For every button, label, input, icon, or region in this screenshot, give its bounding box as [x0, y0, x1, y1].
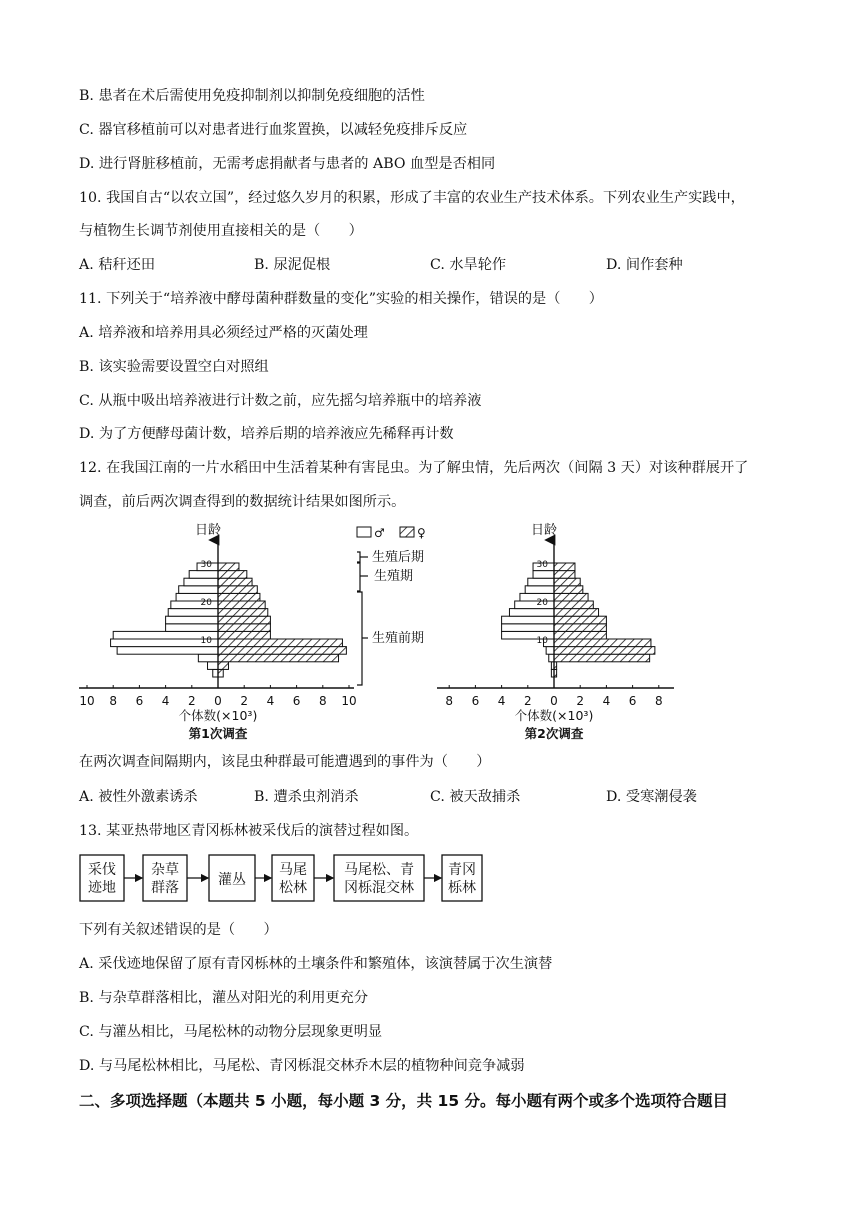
- q13-option-a: A. 采伐迹地保留了原有青冈栎林的土壤条件和繁殖体，该演替属于次生演替: [79, 956, 553, 972]
- q12-options: [79, 787, 799, 807]
- flow-box-label: 冈栎混交林: [344, 880, 414, 896]
- x-tick-label: 8: [318, 694, 327, 708]
- q10-option-c: C. 水旱轮作: [430, 257, 507, 273]
- female-bar: [218, 593, 260, 601]
- female-bar: [218, 586, 257, 594]
- q11-option-c: C. 从瓶中吸出培养液进行计数之前，应先摇匀培养瓶中的培养液: [79, 393, 482, 409]
- flow-box-label: 灌丛: [218, 872, 246, 888]
- flow-step: [80, 855, 124, 901]
- x-tick-label: 2: [187, 694, 196, 708]
- x-tick-label: 0: [550, 694, 558, 708]
- female-bar: [554, 609, 599, 617]
- q12-option-d: D. 受寒潮侵袭: [606, 789, 697, 805]
- male-bar: [166, 616, 218, 624]
- female-bar: [218, 631, 270, 639]
- bracket-reproductive: [357, 563, 360, 591]
- y-axis-label: 日龄: [194, 523, 222, 538]
- flow-box-label: 群落: [151, 880, 179, 896]
- female-bar: [218, 563, 239, 571]
- q13-question: 下列有关叙述错误的是（ ）: [79, 922, 278, 938]
- flow-step: [209, 855, 255, 901]
- male-bar: [166, 624, 218, 632]
- chart-survey-2: [437, 522, 674, 741]
- q10-options: [79, 255, 799, 275]
- stage-label-pre: 生殖前期: [372, 631, 425, 646]
- female-bar: [554, 578, 580, 586]
- x-tick-label: 2: [576, 694, 585, 708]
- q12-stem-line1: 12. 在我国江南的一片水稻田中生活着某种有害昆虫。为了解虫情，先后两次（间隔 3 天）对该种群展开了: [79, 460, 749, 476]
- q11-option-a: A. 培养液和培养用具必须经过严格的灭菌处理: [79, 325, 368, 341]
- x-tick-label: 6: [292, 694, 301, 708]
- stage-label-repro: 生殖期: [374, 569, 414, 584]
- bracket-post-reproductive: [357, 552, 360, 562]
- x-tick-label: 0: [214, 694, 222, 708]
- q10-stem-line1: 10. 我国自古“以农立国”，经过悠久岁月的积累，形成了丰富的农业生产技术体系。下列农业生产实践中，: [79, 190, 745, 206]
- q11-option-d: D. 为了方便酵母菌计数，培养后期的培养液应先稀释再计数: [79, 426, 454, 442]
- female-bar: [218, 669, 223, 677]
- female-bar: [218, 609, 268, 617]
- female-bar: [218, 624, 270, 632]
- stage-brackets: [357, 552, 368, 685]
- female-bar: [554, 631, 606, 639]
- q10-stem-line2: 与植物生长调节剂使用直接相关的是（ ）: [79, 223, 363, 239]
- q13-option-b: B. 与杂草群落相比，灌丛对阳光的利用更充分: [79, 990, 369, 1006]
- q13-option-d: D. 与马尾松林相比，马尾松、青冈栎混交林乔木层的植物种间竞争减弱: [79, 1058, 525, 1074]
- flow-box-label: 迹地: [88, 880, 116, 896]
- male-bar: [528, 578, 554, 586]
- x-tick-label: 10: [79, 694, 95, 708]
- x-tick-label: 2: [240, 694, 249, 708]
- q11-stem: 11. 下列关于“培养液中酵母菌种群数量的变化”实验的相关操作，错误的是（ ）: [79, 291, 603, 307]
- q12-question: 在两次调查间隔期内，该昆虫种群最可能遭遇到的事件为（ ）: [79, 754, 491, 770]
- flow-box-label: 松林: [279, 880, 307, 896]
- x-tick-label: 4: [161, 694, 170, 708]
- male-bar: [546, 647, 554, 655]
- y-tick-label: 30: [200, 560, 212, 570]
- flow-step: [272, 855, 314, 901]
- section-2-heading: 二、多项选择题（本题共 5 小题，每小题 3 分，共 15 分。每小题有两个或多个选项符合题目: [79, 1092, 729, 1110]
- female-bar: [554, 571, 575, 579]
- legend-female-label: ♀: [417, 526, 426, 540]
- q12-stem-line2: 调查，前后两次调查得到的数据统计结果如图所示。: [79, 494, 406, 510]
- q13-option-c: C. 与灌丛相比，马尾松林的动物分层现象更明显: [79, 1024, 383, 1040]
- x-tick-label: 6: [471, 694, 480, 708]
- flow-box-label: 采伐: [88, 862, 116, 878]
- q12-option-a: A. 被性外激素诱杀: [79, 789, 198, 805]
- q9-option-b: B. 患者在术后需使用免疫抑制剂以抑制免疫细胞的活性: [79, 88, 425, 104]
- bracket-pre-reproductive: [357, 592, 362, 685]
- female-bar: [218, 616, 270, 624]
- x-axis-label: 个体数(×10³): [514, 708, 594, 723]
- female-bar: [554, 654, 650, 662]
- male-bar: [502, 616, 554, 624]
- male-bar: [502, 624, 554, 632]
- female-bar: [218, 662, 228, 670]
- male-bar: [179, 586, 218, 594]
- male-bar: [549, 654, 554, 662]
- q12-option-c: C. 被天敌捕杀: [430, 789, 521, 805]
- female-bar: [554, 639, 651, 647]
- female-bar: [218, 571, 247, 579]
- female-bar: [554, 593, 588, 601]
- female-bar: [554, 616, 606, 624]
- y-tick-label: 10: [536, 636, 548, 646]
- stage-label-post: 生殖后期: [372, 550, 425, 565]
- x-tick-label: 6: [628, 694, 637, 708]
- x-axis-label: 个体数(×10³): [178, 708, 258, 723]
- male-bar: [213, 669, 218, 677]
- x-tick-label: 2: [523, 694, 532, 708]
- q10-option-a: A. 秸秆还田: [79, 257, 156, 273]
- q9-option-d: D. 进行肾脏移植前，无需考虑捐献者与患者的 ABO 血型是否相同: [79, 156, 496, 172]
- x-tick-label: 6: [135, 694, 144, 708]
- flow-step: [442, 855, 482, 901]
- x-tick-label: 8: [109, 694, 118, 708]
- female-bar: [218, 578, 252, 586]
- flow-step: [143, 855, 187, 901]
- x-tick-label: 8: [654, 694, 663, 708]
- chart-title: 第2次调查: [524, 726, 584, 741]
- flow-box-label: 马尾: [279, 862, 307, 878]
- female-bar: [218, 601, 265, 609]
- q11-option-b: B. 该实验需要设置空白对照组: [79, 359, 269, 375]
- q10-option-b: B. 尿泥促根: [254, 257, 331, 273]
- succession-flowchart: [79, 853, 484, 905]
- female-bar: [554, 647, 655, 655]
- flow-box-label: 栎林: [448, 880, 476, 896]
- y-tick-label: 10: [200, 636, 212, 646]
- legend: [357, 526, 426, 540]
- male-bar: [184, 578, 218, 586]
- female-bar: [554, 586, 583, 594]
- q13-stem: 13. 某亚热带地区青冈栎林被采伐后的演替过程如图。: [79, 823, 419, 839]
- y-tick-label: 20: [200, 598, 212, 608]
- male-bar: [515, 601, 554, 609]
- x-tick-label: 10: [341, 694, 357, 708]
- female-bar: [218, 639, 342, 647]
- q9-option-c: C. 器官移植前可以对患者进行血浆置换，以减轻免疫排斥反应: [79, 122, 468, 138]
- age-pyramid-figure: [0, 515, 860, 745]
- flow-box-label: 杂草: [151, 862, 179, 878]
- female-bar: [554, 624, 606, 632]
- female-bar: [554, 601, 593, 609]
- x-tick-label: 8: [445, 694, 454, 708]
- male-bar: [208, 662, 218, 670]
- q10-option-d: D. 间作套种: [606, 257, 683, 273]
- flow-step: [334, 855, 424, 901]
- male-bar: [509, 609, 554, 617]
- flow-box-label: 马尾松、青: [344, 862, 414, 878]
- female-bar: [218, 654, 339, 662]
- male-bar: [525, 586, 554, 594]
- chart-title: 第1次调查: [188, 726, 248, 741]
- y-tick-label: 30: [536, 560, 548, 570]
- chart-survey-1: [79, 522, 357, 741]
- male-bar: [198, 654, 218, 662]
- y-axis-label: 日龄: [530, 523, 558, 538]
- male-bar: [189, 571, 218, 579]
- female-bar: [218, 647, 346, 655]
- y-tick-label: 20: [536, 598, 548, 608]
- legend-female-swatch: [400, 527, 414, 537]
- female-bar: [554, 563, 575, 571]
- legend-male-swatch: [357, 527, 371, 537]
- x-tick-label: 4: [602, 694, 611, 708]
- flow-box-label: 青冈: [448, 862, 476, 878]
- legend-male-label: ♂: [374, 526, 385, 540]
- male-bar: [117, 647, 218, 655]
- male-bar: [168, 609, 218, 617]
- x-tick-label: 4: [266, 694, 275, 708]
- x-tick-label: 4: [497, 694, 506, 708]
- male-bar: [533, 571, 554, 579]
- q12-option-b: B. 遭杀虫剂消杀: [254, 789, 359, 805]
